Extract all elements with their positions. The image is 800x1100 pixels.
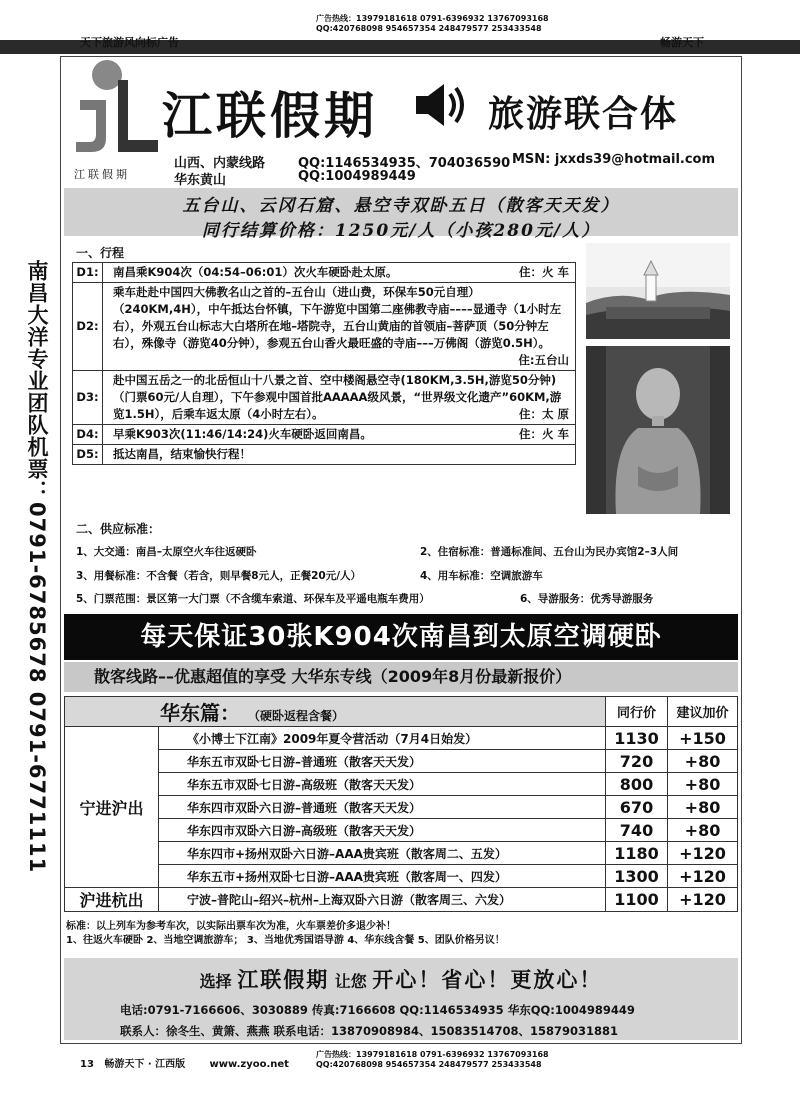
price-header-row xyxy=(65,697,738,727)
day-text: 乘车赴赴中国四大佛教名山之首的–五台山（进山费，环保车50元自理）（240KM,4H），中午抵达台怀镇，下午游览中国第二座佛教寺庙––––显通寺（1小时左右），外观五台山标志大白塔所在地–塔院寺，五台山黄庙的首领庙–菩萨顶（50分钟左右），殊像寺（游览40分钟），参观五台山香火最旺盛的寺庙–––万佛阁（游览0.5H）。 xyxy=(113,285,562,350)
tour-banner xyxy=(64,188,738,241)
route-name: 宁波–普陀山–绍兴–杭州–上海双卧六日游（散客周三、六发） xyxy=(159,888,606,912)
slogan-post: 开心！省心！更放心！ xyxy=(372,967,603,992)
price-row xyxy=(65,750,738,773)
magazine-name: 畅游天下 · 江西版 xyxy=(104,1059,186,1070)
logo-area xyxy=(62,58,740,188)
day-label: D1: xyxy=(73,263,103,283)
line-area-2: 华东黄山 xyxy=(174,173,227,188)
day-stay: 住:五台山 xyxy=(518,353,569,367)
route-name: 华东五市+扬州双卧七日游–AAA贵宾班（散客周一、四发） xyxy=(159,865,606,888)
day-stay: 住：火 车 xyxy=(518,427,569,441)
price-row xyxy=(65,773,738,796)
col-add-header: 建议加价 xyxy=(668,697,738,727)
tour-banner-price: 同行结算价格：1250元/人（小孩280元/人） xyxy=(201,221,601,241)
price-row xyxy=(65,842,738,865)
route-price: 1130 xyxy=(606,727,668,750)
bottom-hotline-line1: 广告热线：13979181618 0791-6396932 13767093168 xyxy=(316,1050,549,1059)
route-price: 670 xyxy=(606,796,668,819)
speaker-icon xyxy=(412,80,472,130)
slogan-pre: 选择 xyxy=(199,972,232,991)
standard-item: 4、用车标准：空调旅游车 xyxy=(420,570,543,582)
tour-banner-title: 五台山、云冈石窟、悬空寺双卧五日（散客天天发） xyxy=(182,196,620,216)
route-markup: +120 xyxy=(668,888,738,912)
day-stay: 住：火 车 xyxy=(518,265,569,279)
route-markup: +120 xyxy=(668,865,738,888)
day-desc xyxy=(103,445,576,465)
site-url: www.zyoo.net xyxy=(209,1059,289,1070)
buddha-statue-photo xyxy=(586,346,730,514)
itinerary-row xyxy=(73,283,576,371)
price-heading-title: 华东篇： xyxy=(160,701,240,725)
day-label: D5: xyxy=(73,445,103,465)
east-china-line: 散客线路––优惠超值的享受 大华东专线（2009年8月份最新报价） xyxy=(64,662,738,692)
brand-name: 江联假期 xyxy=(162,86,378,145)
day-desc xyxy=(103,425,576,445)
logo-icon xyxy=(70,60,158,152)
route-markup: +80 xyxy=(668,819,738,842)
slogan-mid: 让您 xyxy=(334,972,367,991)
route-markup: +150 xyxy=(668,727,738,750)
route-name: 华东四市+扬州双卧六日游–AAA贵宾班（散客周二、五发） xyxy=(159,842,606,865)
route-name: 华东五市双卧七日游–高级班（散客天天发） xyxy=(159,773,606,796)
price-note-line1: 标准：以上列车为参考车次，以实际出票车次为准，火车票差价多退少补！ xyxy=(66,921,396,932)
standard-item: 2、住宿标准：普通标准间、五台山为民办宾馆2–3人间 xyxy=(420,546,679,558)
header-hotline-line2: QQ:420768098 954657354 248479577 253433548 xyxy=(316,24,542,33)
price-row xyxy=(65,796,738,819)
qq-2: QQ:1004989449 xyxy=(298,169,416,184)
header-right: 畅游天下 xyxy=(660,36,704,49)
route-markup: +80 xyxy=(668,773,738,796)
standard-item: 6、导游服务：优秀导游服务 xyxy=(520,593,654,605)
bottom-left xyxy=(80,1055,289,1070)
day-desc xyxy=(103,263,576,283)
day-desc xyxy=(103,283,576,371)
price-table xyxy=(64,696,738,912)
bottom-hotline-line2: QQ:420768098 954657354 248479577 253433548 xyxy=(316,1060,542,1069)
footer-contact: 联系人：徐冬生、黄箫、燕燕 联系电话：13870908984、15083514708、15879031881 xyxy=(120,1024,619,1038)
k904-banner: 每天保证30张K904次南昌到太原空调硬卧 xyxy=(64,614,738,660)
route-markup: +80 xyxy=(668,796,738,819)
slogan-brand: 江联假期 xyxy=(237,967,330,992)
white-pagoda-photo xyxy=(586,243,730,339)
route-price: 1300 xyxy=(606,865,668,888)
bottom-hotline xyxy=(316,1050,549,1070)
route-price: 720 xyxy=(606,750,668,773)
region-label: 宁进沪出 xyxy=(65,727,159,888)
header-left: 天下旅游风向标广告 xyxy=(80,36,179,49)
itinerary-row xyxy=(73,263,576,283)
price-note xyxy=(66,920,736,948)
route-markup: +80 xyxy=(668,750,738,773)
itinerary-table xyxy=(72,262,576,465)
itinerary-row xyxy=(73,425,576,445)
day-text: 南昌乘K904次（04:54–06:01）次火车硬卧赴太原。 xyxy=(113,265,398,279)
footer-phone: 电话:0791-7166606、3030889 传真:7166608 QQ:1146534935 华东QQ:1004989449 xyxy=(120,1003,635,1017)
standards-title: 二、供应标准： xyxy=(76,522,161,536)
route-price: 800 xyxy=(606,773,668,796)
header-hotline xyxy=(316,14,549,34)
footer-box xyxy=(64,958,738,1040)
day-label: D4: xyxy=(73,425,103,445)
header-hotline-line1: 广告热线：13979181618 0791-6396932 13767093168 xyxy=(316,14,549,23)
page-number: 13 xyxy=(80,1059,94,1070)
line-area-1: 山西、内蒙线路 xyxy=(174,156,266,171)
day-label: D3: xyxy=(73,371,103,425)
msn: MSN: jxxds39@hotmail.com xyxy=(512,152,716,167)
slogan xyxy=(64,964,738,994)
brand-subtitle: 旅游联合体 xyxy=(488,94,679,135)
day-text: 赴中国五岳之一的北岳恒山十八景之首、空中楼阁悬空寺(180KM,3.5H,游览50分钟)（门票60元/人自理），下午参观中国首批AAAAA级风景，“世界级文化遗产”60KM,游览1.5H），后乘车返太原（4小时左右）。 xyxy=(113,373,562,421)
route-price: 1180 xyxy=(606,842,668,865)
standard-item: 3、用餐标准：不含餐（若含，则早餐8元人，正餐20元/人） xyxy=(76,570,362,582)
day-desc xyxy=(103,371,576,425)
day-label: D2: xyxy=(73,283,103,371)
price-row xyxy=(65,865,738,888)
price-row xyxy=(65,888,738,912)
route-price: 1100 xyxy=(606,888,668,912)
side-ticket-ad: 南昌大洋专业团队机票：0791-6785678 0791-6771111 xyxy=(25,260,49,874)
col-price-header: 同行价 xyxy=(606,697,668,727)
itinerary-row xyxy=(73,445,576,465)
route-price: 740 xyxy=(606,819,668,842)
route-name: 华东五市双卧七日游–普通班（散客天天发） xyxy=(159,750,606,773)
itinerary-title: 一、行程 xyxy=(76,246,125,260)
itinerary-row xyxy=(73,371,576,425)
price-row xyxy=(65,727,738,750)
qq-1: QQ:1146534935、704036590 xyxy=(298,156,511,171)
price-heading xyxy=(65,697,606,727)
standard-item: 1、大交通：南昌–太原空火车往返硬卧 xyxy=(76,546,257,558)
route-name: 华东四市双卧六日游–普通班（散客天天发） xyxy=(159,796,606,819)
day-text: 早乘K903次(11:46/14:24)火车硬卧返回南昌。 xyxy=(113,427,372,441)
route-markup: +120 xyxy=(668,842,738,865)
price-note-line2: 1、往返火车硬卧 2、当地空调旅游车； 3、当地优秀国语导游 4、华东线含餐 5、团队价格另议！ xyxy=(66,935,505,946)
price-row xyxy=(65,819,738,842)
day-text: 抵达南昌，结束愉快行程！ xyxy=(113,447,251,461)
day-stay: 住：太 原 xyxy=(518,407,569,421)
route-name: 华东四市双卧六日游–高级班（散客天天发） xyxy=(159,819,606,842)
region-label: 沪进杭出 xyxy=(65,888,159,912)
price-heading-note: （硬卧返程含餐） xyxy=(254,709,345,723)
logo-small-name: 江联假期 xyxy=(74,168,130,181)
standard-item: 5、门票范围：景区第一大门票（不含缆车索道、环保车及平遥电瓶车费用） xyxy=(76,593,430,605)
route-name: 《小博士下江南》2009年夏令营活动（7月4日始发） xyxy=(159,727,606,750)
